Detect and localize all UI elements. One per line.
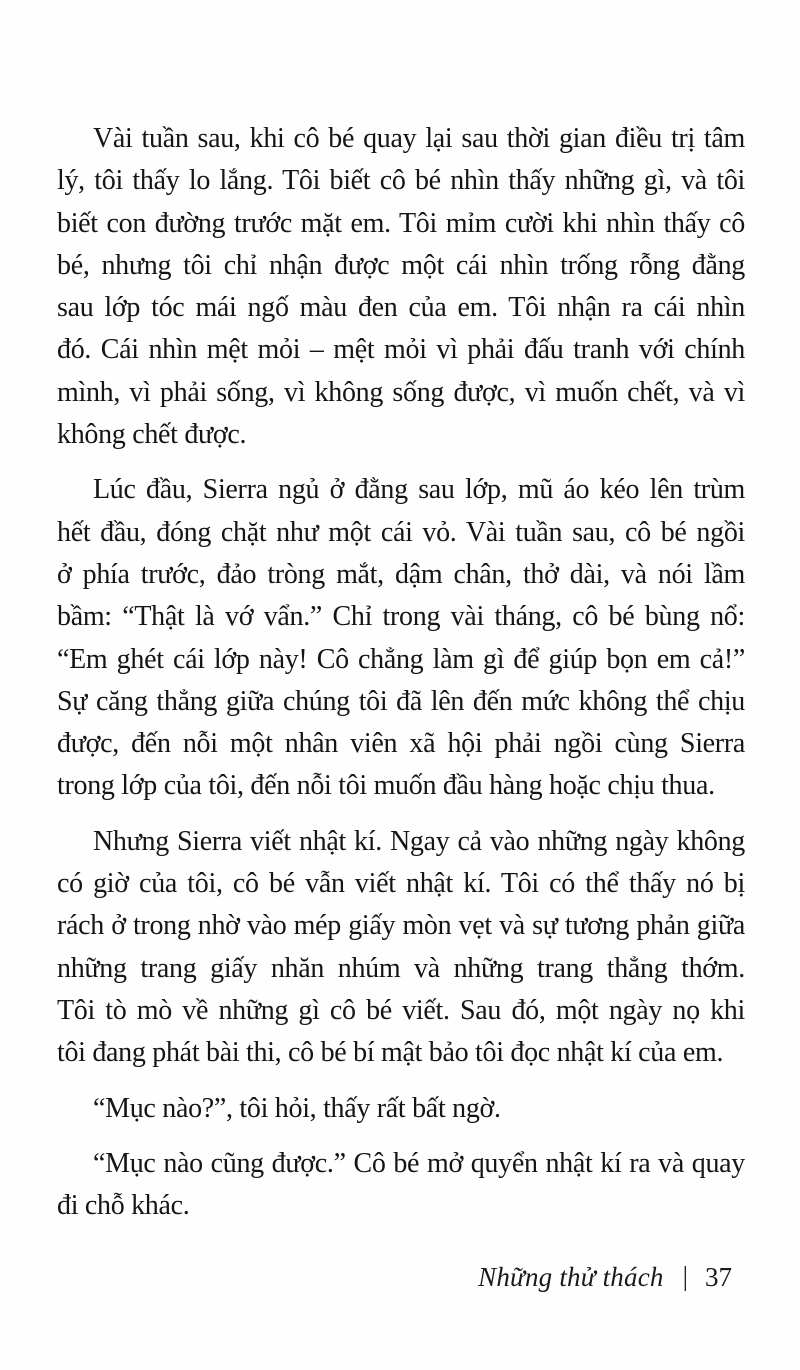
text-line: đó. Cái nhìn mệt mỏi – mệt mỏi vì phải đấu tranh với chính	[57, 334, 745, 366]
text-line: Nhưng Sierra viết nhật kí. Ngay cả vào những ngày không	[93, 825, 745, 857]
footer-chapter-title: Những thử thách	[478, 1262, 664, 1292]
text-line: Tôi tò mò về những gì cô bé viết. Sau đó, một ngày nọ khi	[57, 994, 745, 1026]
body-text	[57, 118, 745, 1240]
text-line: “Mục nào?”, tôi hỏi, thấy rất bất ngờ.	[93, 1092, 501, 1124]
text-line: lý, tôi thấy lo lắng. Tôi biết cô bé nhìn thấy những gì, và tôi	[57, 165, 745, 197]
text-line: ở phía trước, đảo tròng mắt, dậm chân, thở dài, và nói lầm	[57, 558, 745, 590]
text-line: được, đến nỗi một nhân viên xã hội phải ngồi cùng Sierra	[57, 728, 745, 760]
text-line: mình, vì phải sống, vì không sống được, vì muốn chết, và vì	[57, 376, 745, 408]
text-line: tôi đang phát bài thi, cô bé bí mật bảo tôi đọc nhật kí của em.	[57, 1037, 724, 1069]
text-line: Vài tuần sau, khi cô bé quay lại sau thời gian điều trị tâm	[93, 123, 745, 154]
footer-page-number: 37	[705, 1262, 732, 1292]
text-line: những trang giấy nhăn nhúm và những trang thẳng thớm.	[57, 952, 745, 984]
text-line: biết con đường trước mặt em. Tôi mỉm cười khi nhìn thấy cô	[57, 207, 745, 239]
paragraph	[57, 821, 745, 1075]
text-line: Sự căng thẳng giữa chúng tôi đã lên đến mức không thể chịu	[57, 685, 745, 717]
text-line: đi chỗ khác.	[57, 1190, 190, 1222]
page-footer	[0, 1256, 732, 1298]
text-line: không chết được.	[57, 419, 247, 451]
text-line: bầm: “Thật là vớ vẩn.” Chỉ trong vài tháng, cô bé bùng nổ:	[57, 601, 745, 633]
text-line: bé, nhưng tôi chỉ nhận được một cái nhìn trống rỗng đằng	[57, 249, 745, 281]
paragraph	[57, 1143, 745, 1228]
text-line: Lúc đầu, Sierra ngủ ở đằng sau lớp, mũ áo kéo lên trùm	[93, 474, 745, 506]
footer-separator: |	[682, 1261, 688, 1291]
text-line: rách ở trong nhờ vào mép giấy mòn vẹt và sự tương phản giữa	[57, 910, 745, 942]
text-line: có giờ của tôi, cô bé vẫn viết nhật kí. Tôi có thể thấy nó bị	[57, 868, 745, 900]
paragraph	[57, 118, 745, 456]
paragraph	[57, 1088, 745, 1130]
text-line: trong lớp của tôi, đến nỗi tôi muốn đầu hàng hoặc chịu thua.	[57, 770, 715, 802]
text-line: “Mục nào cũng được.” Cô bé mở quyển nhật kí ra và quay	[93, 1147, 745, 1179]
text-line: sau lớp tóc mái ngố màu đen của em. Tôi nhận ra cái nhìn	[57, 292, 745, 324]
text-line: hết đầu, đóng chặt như một cái vỏ. Vài tuần sau, cô bé ngồi	[57, 516, 745, 548]
paragraph	[57, 469, 745, 807]
text-line: “Em ghét cái lớp này! Cô chẳng làm gì để giúp bọn em cả!”	[57, 643, 745, 675]
